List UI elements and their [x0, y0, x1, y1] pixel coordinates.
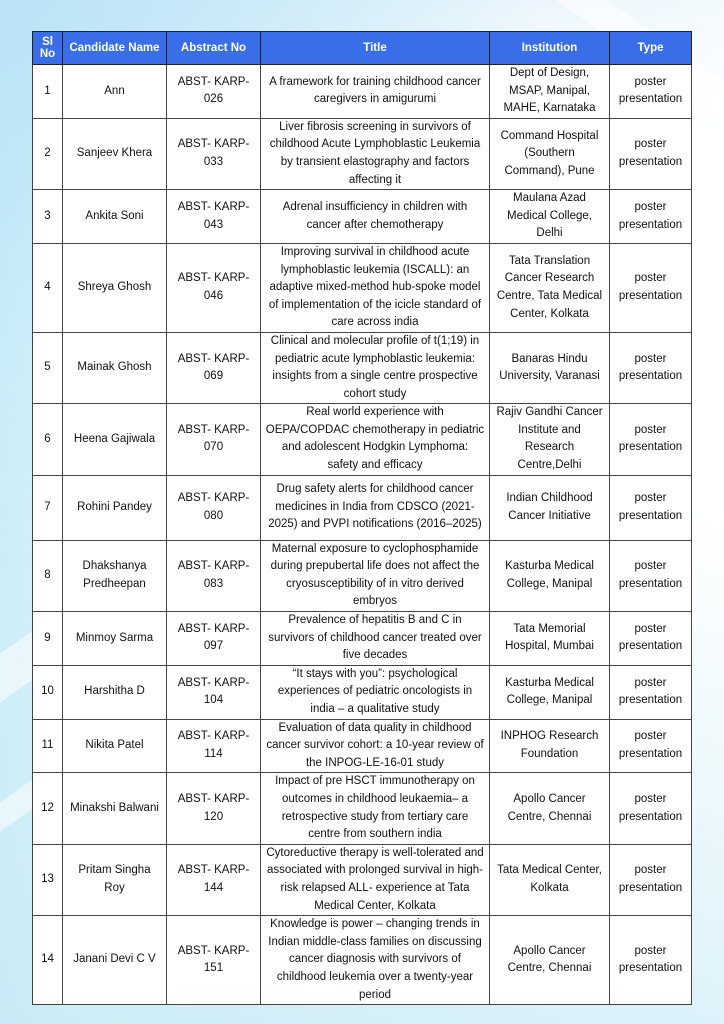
cell-candidate-name: Rohini Pandey: [63, 475, 167, 540]
cell-abstract-no: ABST- KARP-080: [167, 475, 261, 540]
table-row: [33, 540, 692, 611]
cell-title: Evaluation of data quality in childhood cancer survivor cohort: a 10-year review of the INPOG-LE-16-01 study: [261, 719, 490, 773]
cell-institution: Apollo Cancer Centre, Chennai: [490, 773, 610, 844]
cell-candidate-name: Minmoy Sarma: [63, 612, 167, 666]
table-row: [33, 404, 692, 475]
cell-candidate-name: Shreya Ghosh: [63, 243, 167, 332]
cell-candidate-name: Janani Devi C V: [63, 916, 167, 1005]
cell-candidate-name: Nikita Patel: [63, 719, 167, 773]
cell-abstract-no: ABST- KARP-114: [167, 719, 261, 773]
cell-title: Maternal exposure to cyclophosphamide during prepubertal life does not affect the cryosusceptibility of in vitro derived embryos: [261, 540, 490, 611]
cell-sl-no: 11: [33, 719, 63, 773]
cell-abstract-no: ABST- KARP-043: [167, 190, 261, 244]
table-row: [33, 719, 692, 773]
cell-title: Clinical and molecular profile of t(1;19) in pediatric acute lymphoblastic leukemia: insights from a single centre prospective cohort study: [261, 332, 490, 403]
cell-type: poster presentation: [610, 844, 692, 915]
header-abstract-no: Abstract No: [167, 32, 261, 65]
cell-sl-no: 6: [33, 404, 63, 475]
table-row: [33, 612, 692, 666]
table-row: [33, 773, 692, 844]
cell-title: Real world experience with OEPA/COPDAC chemotherapy in pediatric and adolescent Hodgkin Lymphoma: safety and efficacy: [261, 404, 490, 475]
cell-sl-no: 13: [33, 844, 63, 915]
cell-type: poster presentation: [610, 475, 692, 540]
cell-type: poster presentation: [610, 332, 692, 403]
cell-type: poster presentation: [610, 719, 692, 773]
cell-type: poster presentation: [610, 612, 692, 666]
cell-abstract-no: ABST- KARP-083: [167, 540, 261, 611]
cell-sl-no: 3: [33, 190, 63, 244]
cell-abstract-no: ABST- KARP-120: [167, 773, 261, 844]
cell-type: poster presentation: [610, 65, 692, 119]
cell-sl-no: 7: [33, 475, 63, 540]
table-row: [33, 243, 692, 332]
cell-candidate-name: Minakshi Balwani: [63, 773, 167, 844]
header-type: Type: [610, 32, 692, 65]
cell-type: poster presentation: [610, 540, 692, 611]
table-header-row: [33, 32, 692, 65]
cell-type: poster presentation: [610, 190, 692, 244]
cell-sl-no: 1: [33, 65, 63, 119]
cell-candidate-name: Ankita Soni: [63, 190, 167, 244]
cell-abstract-no: ABST- KARP-026: [167, 65, 261, 119]
header-title: Title: [261, 32, 490, 65]
cell-abstract-no: ABST- KARP-046: [167, 243, 261, 332]
cell-title: “It stays with you”: psychological experiences of pediatric oncologists in india – a qualitative study: [261, 665, 490, 719]
header-institution: Institution: [490, 32, 610, 65]
cell-candidate-name: Mainak Ghosh: [63, 332, 167, 403]
cell-type: poster presentation: [610, 404, 692, 475]
cell-title: Improving survival in childhood acute lymphoblastic leukemia (ISCALL): an adaptive mixed-method hub-spoke model of implementation of the icicle standard of care across india: [261, 243, 490, 332]
cell-type: poster presentation: [610, 243, 692, 332]
cell-title: Cytoreductive therapy is well-tolerated and associated with prolonged survival in high-risk relapsed ALL- experience at Tata Medical Center, Kolkata: [261, 844, 490, 915]
cell-sl-no: 4: [33, 243, 63, 332]
cell-title: Liver fibrosis screening in survivors of childhood Acute Lymphoblastic Leukemia by transient elastography and factors affecting it: [261, 118, 490, 189]
cell-type: poster presentation: [610, 118, 692, 189]
table-row: [33, 190, 692, 244]
header-sl-no: Sl No: [33, 32, 63, 65]
table-row: [33, 844, 692, 915]
cell-institution: Dept of Design, MSAP, Manipal, MAHE, Karnataka: [490, 65, 610, 119]
cell-sl-no: 14: [33, 916, 63, 1005]
cell-title: Impact of pre HSCT immunotherapy on outcomes in childhood leukaemia– a retrospective study from tertiary care centre from southern india: [261, 773, 490, 844]
cell-institution: Apollo Cancer Centre, Chennai: [490, 916, 610, 1005]
cell-sl-no: 12: [33, 773, 63, 844]
table-row: [33, 118, 692, 189]
cell-institution: Rajiv Gandhi Cancer Institute and Research Centre,Delhi: [490, 404, 610, 475]
cell-abstract-no: ABST- KARP-033: [167, 118, 261, 189]
cell-institution: Tata Translation Cancer Research Centre, Tata Medical Center, Kolkata: [490, 243, 610, 332]
cell-type: poster presentation: [610, 916, 692, 1005]
header-candidate-name: Candidate Name: [63, 32, 167, 65]
cell-candidate-name: Pritam Singha Roy: [63, 844, 167, 915]
cell-title: Knowledge is power – changing trends in Indian middle-class families on discussing cancer diagnosis with survivors of childhood leukemia over a twenty-year period: [261, 916, 490, 1005]
cell-abstract-no: ABST- KARP-097: [167, 612, 261, 666]
cell-abstract-no: ABST- KARP-069: [167, 332, 261, 403]
cell-candidate-name: Heena Gajiwala: [63, 404, 167, 475]
table-row: [33, 916, 692, 1005]
cell-abstract-no: ABST- KARP-104: [167, 665, 261, 719]
cell-type: poster presentation: [610, 773, 692, 844]
cell-title: Drug safety alerts for childhood cancer medicines in India from CDSCO (2021-2025) and PVPI notifications (2016–2025): [261, 475, 490, 540]
cell-candidate-name: Harshitha D: [63, 665, 167, 719]
table-row: [33, 332, 692, 403]
cell-candidate-name: Sanjeev Khera: [63, 118, 167, 189]
cell-sl-no: 5: [33, 332, 63, 403]
cell-abstract-no: ABST- KARP-144: [167, 844, 261, 915]
abstract-table: [32, 31, 692, 1005]
cell-abstract-no: ABST- KARP-151: [167, 916, 261, 1005]
cell-candidate-name: Ann: [63, 65, 167, 119]
cell-institution: Command Hospital (Southern Command), Pune: [490, 118, 610, 189]
cell-type: poster presentation: [610, 665, 692, 719]
cell-candidate-name: Dhakshanya Predheepan: [63, 540, 167, 611]
cell-sl-no: 9: [33, 612, 63, 666]
cell-institution: Maulana Azad Medical College, Delhi: [490, 190, 610, 244]
table-row: [33, 65, 692, 119]
cell-institution: Kasturba Medical College, Manipal: [490, 665, 610, 719]
cell-sl-no: 10: [33, 665, 63, 719]
cell-institution: Tata Medical Center, Kolkata: [490, 844, 610, 915]
cell-institution: INPHOG Research Foundation: [490, 719, 610, 773]
table-row: [33, 665, 692, 719]
cell-institution: Tata Memorial Hospital, Mumbai: [490, 612, 610, 666]
table-row: [33, 475, 692, 540]
cell-institution: Banaras Hindu University, Varanasi: [490, 332, 610, 403]
cell-sl-no: 2: [33, 118, 63, 189]
cell-title: A framework for training childhood cancer caregivers in amigurumi: [261, 65, 490, 119]
cell-institution: Indian Childhood Cancer Initiative: [490, 475, 610, 540]
cell-title: Prevalence of hepatitis B and C in survivors of childhood cancer treated over five decades: [261, 612, 490, 666]
cell-title: Adrenal insufficiency in children with cancer after chemotherapy: [261, 190, 490, 244]
cell-abstract-no: ABST- KARP-070: [167, 404, 261, 475]
cell-sl-no: 8: [33, 540, 63, 611]
cell-institution: Kasturba Medical College, Manipal: [490, 540, 610, 611]
